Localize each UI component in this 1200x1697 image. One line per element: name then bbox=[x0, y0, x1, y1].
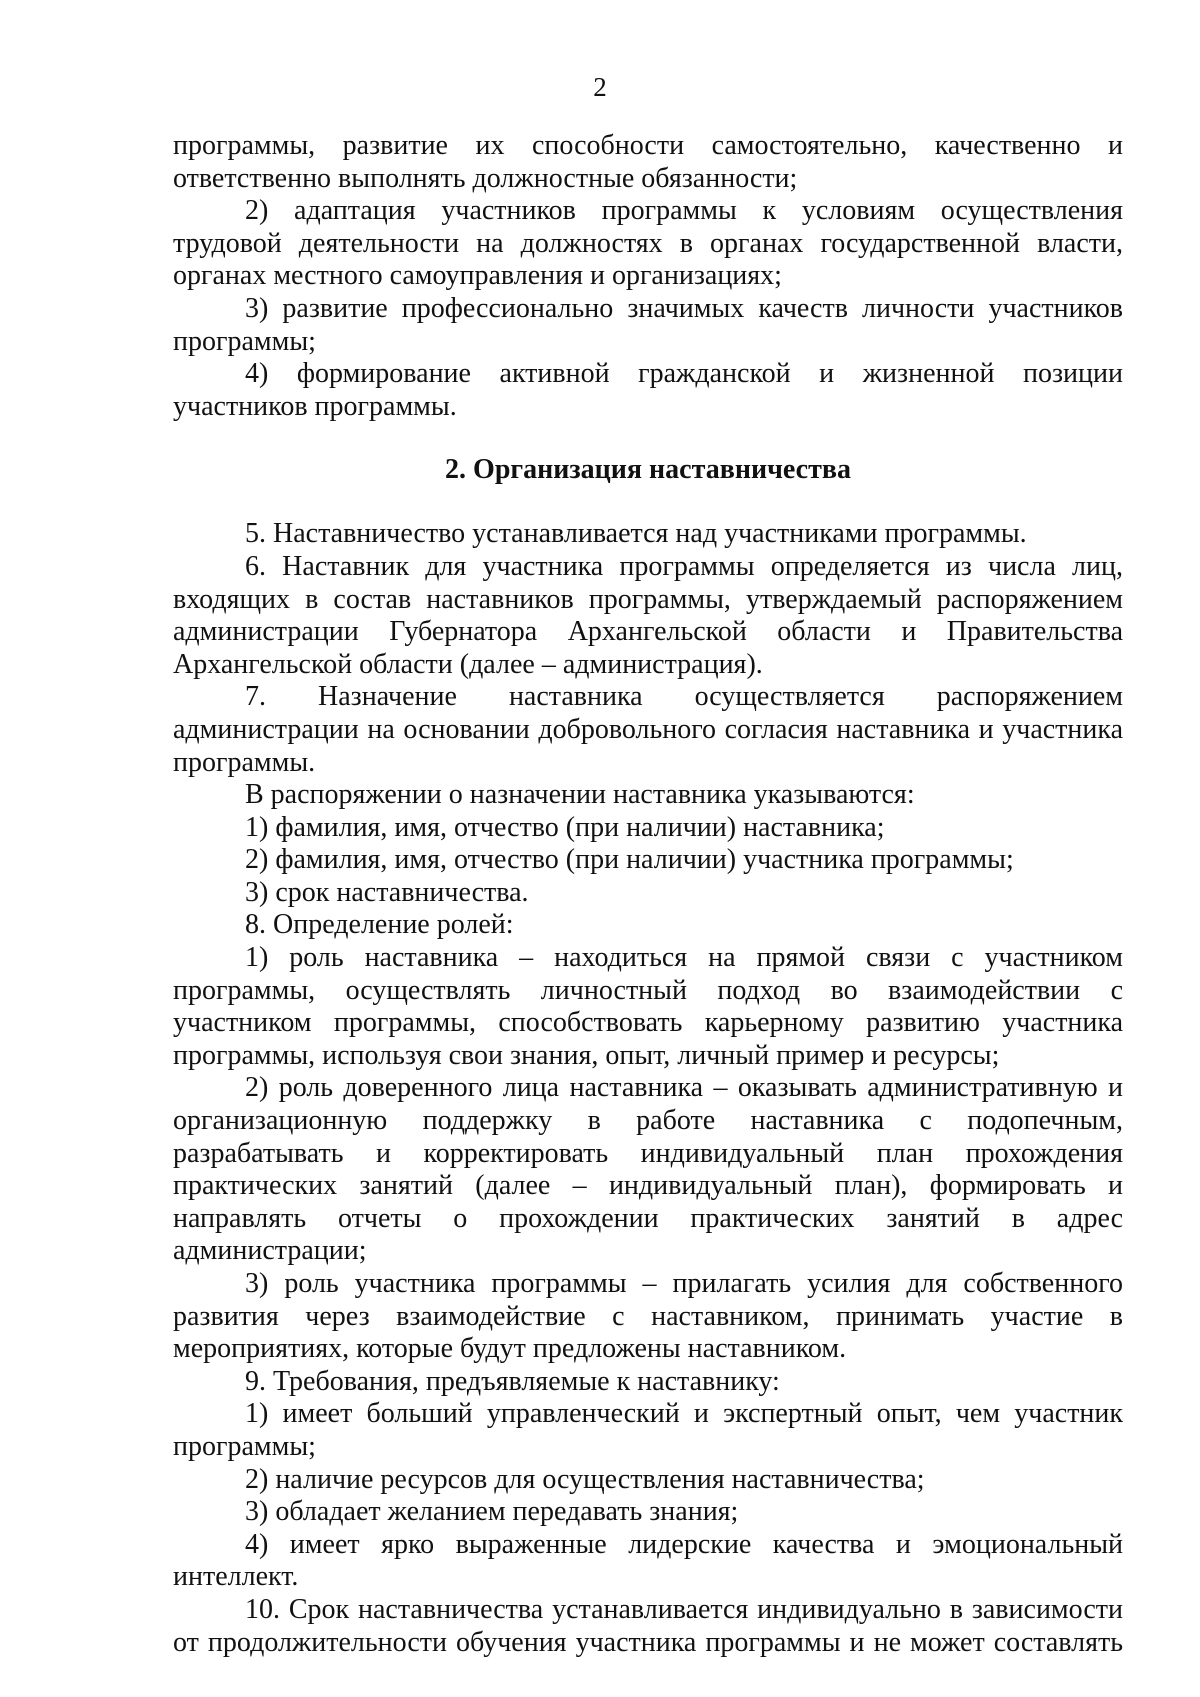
paragraph: В распоряжении о назначении наставника указываются: bbox=[245, 779, 915, 811]
paragraph: 10. Срок наставничества устанавливается индивидуально в зависимости от продолжительности обучения участника программы и не может составлять bbox=[173, 1593, 1123, 1658]
paragraph: 3) роль участника программы – прилагать усилия для собственного развития через взаимодействие с наставником, принимать участие в мероприятиях, которые будут предложены наставником. bbox=[173, 1268, 1123, 1365]
paragraph: 7. Назначение наставника осуществляется распоряжением администрации на основании добровольного согласия наставника и участника программы. bbox=[173, 681, 1123, 778]
paragraph: 4) формирование активной гражданской и жизненной позиции участников программы. bbox=[173, 358, 1123, 422]
paragraph: 2) наличие ресурсов для осуществления наставничества; bbox=[245, 1463, 925, 1495]
page-number: 2 bbox=[593, 72, 607, 102]
paragraph: 4) имеет ярко выраженные лидерские качества и эмоциональный интеллект. bbox=[173, 1528, 1123, 1593]
section-heading: 2. Организация наставничества bbox=[445, 454, 851, 486]
paragraph: 1) имеет больший управленческий и экспертный опыт, чем участник программы; bbox=[173, 1398, 1123, 1462]
top-paragraphs bbox=[173, 130, 1123, 423]
paragraph: 3) срок наставничества. bbox=[245, 876, 529, 908]
paragraph: 2) фамилия, имя, отчество (при наличии) участника программы; bbox=[245, 844, 1014, 876]
paragraph: программы, развитие их способности самостоятельно, качественно и ответственно выполнять должностные обязанности; bbox=[173, 130, 1123, 194]
paragraph: 2) роль доверенного лица наставника – оказывать административную и организационную поддержку в работе наставника с подопечным, разрабатывать и корректировать индивидуальный план прохождения практических занятий (далее – индивидуальный план), формировать и направлять отчеты о прохождении практических занятий в адрес администрации; bbox=[173, 1072, 1123, 1267]
document-body bbox=[173, 130, 1123, 1659]
paragraph: 2) адаптация участников программы к условиям осуществления трудовой деятельности на должностях в органах государственной власти, органах местного самоуправления и организациях; bbox=[173, 195, 1123, 292]
paragraph: 1) фамилия, имя, отчество (при наличии) наставника; bbox=[245, 811, 885, 843]
paragraph: 3) развитие профессионально значимых качеств личности участников программы; bbox=[173, 292, 1123, 357]
paragraph: 6. Наставник для участника программы определяется из числа лиц, входящих в состав наставников программы, утверждаемый распоряжением администрации Губернатора Архангельской области и Правительства Архангельской области (далее – администрация). bbox=[173, 550, 1123, 680]
paragraph: 5. Наставничество устанавливается над участниками программы. bbox=[245, 518, 1027, 550]
paragraph: 9. Требования, предъявляемые к наставнику: bbox=[245, 1365, 780, 1397]
paragraph: 1) роль наставника – находиться на прямой связи с участником программы, осуществлять личностный подход во взаимодействии с участником программы, способствовать карьерному развитию участника программы, используя свои знания, опыт, личный пример и ресурсы; bbox=[173, 942, 1123, 1071]
main-paragraphs bbox=[173, 518, 1123, 1659]
paragraph: 3) обладает желанием передавать знания; bbox=[245, 1496, 739, 1528]
paragraph: 8. Определение ролей: bbox=[245, 909, 514, 941]
